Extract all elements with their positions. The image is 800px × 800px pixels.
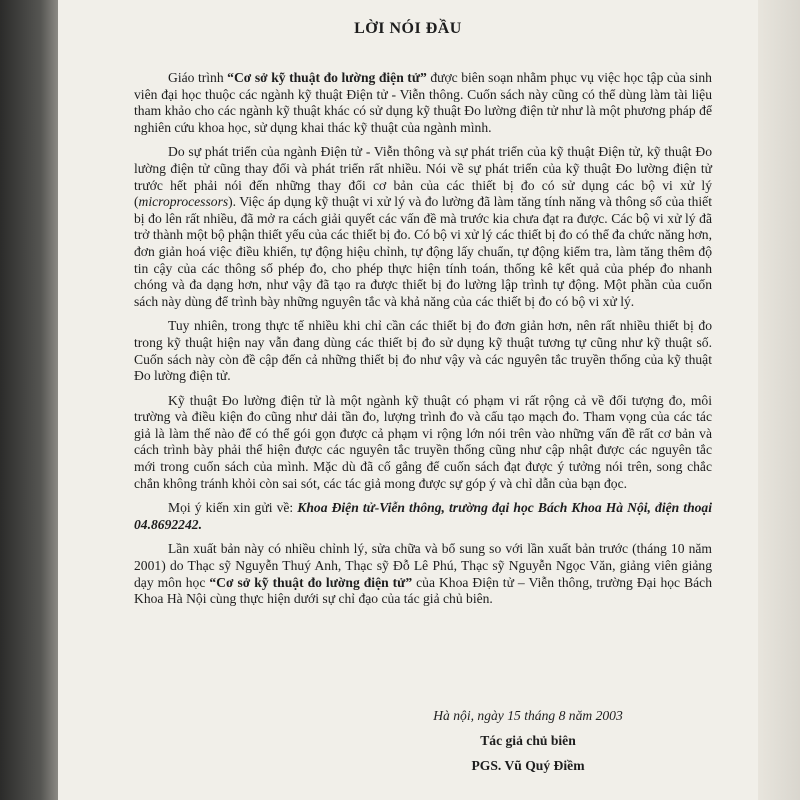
paragraph-2 (134, 144, 712, 310)
text-run: “Cơ sở kỹ thuật đo lường điện tử” (227, 70, 427, 85)
paragraph-5-contact (134, 500, 712, 533)
preface-body (134, 70, 712, 616)
text-run: được biên soạn nhằm phục vụ việc học tập của sinh viên đại học thuộc các ngành kỹ thuật Điện tử - Viễn thông. Cuốn sách này cũng có thể dùng làm tài liệu tham khảo cho các ngành kỹ thuật khác có sử dụng kỹ thuật Đo lường điện tử như là một phương pháp để nghiên cứu khoa học, sử dụng khai thác kỹ thuật của ngành mình. (134, 70, 712, 135)
text-run: Kỹ thuật Đo lường điện tử là một ngành kỹ thuật có phạm vi rất rộng cả về đối tượng đo, môi trường và điều kiện đo cũng như dải tần đo, lượng trình đo và cấu tạo mạch đo. Tham vọng của các tác giả là làm thế nào để có thể gói gọn được cả phạm vi rộng lớn nói trên vào những vấn đề rất cơ bản và cách trình bày phải thể hiện được các nguyên tắc truyền thống cũng như cập nhật được các nguyên tắc mới trong cuốn sách của mình. Mặc dù đã cố gắng để cuốn sách đạt được ý tưởng nói trên, song chắc chắn không tránh khỏi còn sai sót, các tác giả mong được sự góp ý và chỉ dẫn của bạn đọc. (134, 392, 712, 491)
page-title: LỜI NÓI ĐẦU (354, 20, 462, 37)
text-run: microprocessors (138, 194, 229, 210)
paragraph-1 (134, 70, 712, 136)
book-page (58, 0, 758, 800)
text-run: Lần xuất bản này có nhiều chỉnh lý, sửa chữa và bổ sung so với lần xuất bản trước (tháng 10 năm 2001) do Thạc sỹ Nguyễn Thuý Anh, Thạc sỹ Đỗ Lê Phú, Thạc sỹ Nguyễn Ngọc Văn, giảng viên giảng dạy môn học (134, 541, 712, 590)
paragraph-6 (134, 541, 712, 607)
text-run: Mọi ý kiến xin gửi về: (168, 500, 298, 516)
text-run: “Cơ sở kỹ thuật đo lường điện tử” (209, 574, 413, 590)
text-run: Do sự phát triển của ngành Điện tử - Viễn thông và sự phát triển của kỹ thuật Điện tử, kỹ thuật Đo lường điện tử cũng thay đổi và phát triển rất nhiều. Nói về sự phát triển của kỹ thuật Đo lường điện tử trước hết phải nói đến những thay đổi cơ bản của các thiết bị đo có sử dụng các bộ vi xử lý ( (134, 144, 712, 210)
text-run: Khoa Điện tử-Viễn thông, trường đại học Bách Khoa Hà Nội, điện thoại 04.8692242. (134, 500, 712, 532)
signature-role: Tác giả chủ biên (480, 733, 576, 748)
next-page-edge (758, 0, 800, 800)
paragraph-4 (134, 393, 712, 493)
signature-name: PGS. Vũ Quý Điềm (471, 758, 585, 773)
text-run: ). Việc áp dụng kỹ thuật vi xử lý và đo lường đã làm tăng tính năng và thông số của thiết bị đo lên rất nhiều, đã mở ra cách giải quyết các vấn đề mà trước kia chưa đạt ra được. Các bộ vi xử lý đã trở thành một bộ phận thiết yếu của các thiết bị đo. Có bộ vi xử lý các thiết bị đo có thể đa chức năng hơn, đơn giản hoá việc điều khiển, tự động hiệu chỉnh, tự động lấy chuẩn, tự động kiểm tra, làm tăng thêm độ tin cậy của các thông số phép đo, cho phép thực hiện tính toán, thống kê kết quả của phép đo nhanh chóng và đa dạng hơn, như vậy đã tạo ra được thiết bị đo lường lập trình tự động. Một phần của cuốn sách này dùng để trình bày những nguyên tắc và khả năng của các thiết bị đo có bộ vi xử lý. (134, 194, 712, 309)
text-run: Giáo trình (168, 70, 228, 85)
text-run: của Khoa Điện tử – Viễn thông, trường Đại học Bách Khoa Hà Nội cùng thực hiện dưới sự chỉ đạo của tác giả chủ biên. (134, 574, 712, 607)
text-run: Tuy nhiên, trong thực tế nhiều khi chỉ cần các thiết bị đo đơn giản hơn, nên rất nhiều thiết bị đo trong kỹ thuật hiện nay vẫn đang dùng các thiết bị đo sử dụng kỹ thuật tương tự cũng như kỹ thuật số. Cuốn sách này còn đề cập đến cả những thiết bị đo như vậy và các nguyên tắc truyền thống của kỹ thuật Đo lường điện tử. (134, 318, 712, 384)
signature-date: Hà nội, ngày 15 tháng 8 năm 2003 (433, 708, 623, 723)
book-spine-shadow (0, 0, 58, 800)
paragraph-3 (134, 318, 712, 384)
